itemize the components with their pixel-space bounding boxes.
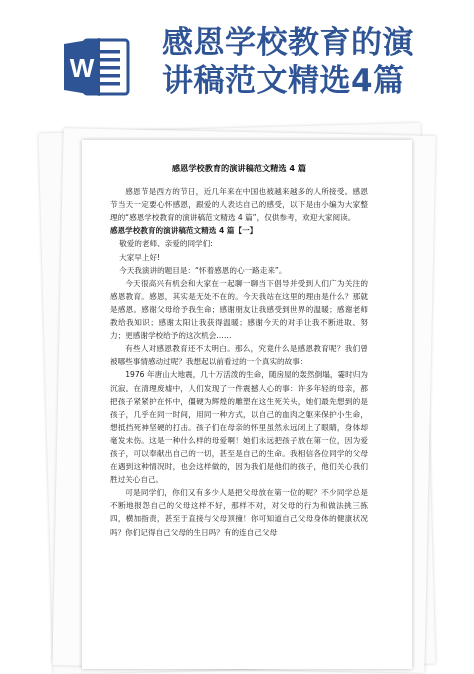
speech-topic: 今天我演讲的题目是：“怀着感恩的心一路走来”。 [119, 265, 287, 275]
document-title: 感恩学校教育的演讲稿范文精选 4 篇 [171, 163, 307, 173]
page-title [162, 24, 462, 100]
section-heading: 感恩学校教育的演讲稿范文精选 4 篇【一】 [110, 226, 258, 236]
salutation: 敬爱的老师、亲爱的同学们: [119, 239, 213, 249]
word-icon-letter: W [69, 53, 95, 83]
document-body [110, 162, 368, 539]
document-page [82, 140, 412, 669]
page-title-line-1: 感恩学校教育的演 [162, 25, 414, 61]
page-header [0, 0, 474, 118]
word-document-icon [62, 34, 134, 100]
intro-paragraph: 感恩节是西方的节日，近几年来在中国也被越来越多的人所接受。感恩节当天一定要心怀感恩，跟爱的人表达自己的感受，以下是由小编为大家整理的“感恩学校教育的演讲稿范文精选 4 篇”，仅供参考，欢迎大家阅读。 [110, 187, 368, 223]
greeting: 大家早上好! [119, 252, 161, 262]
body-paragraph: 今天很高兴有机会和大家在一起聊一聊当下倡导并受到人们广为关注的感恩教育。感恩，其实是无处不在的。今天我站在这里的理由是什么？那就是感恩。感谢父母给予我生命；感谢朋友让我感受到世界的温暖；感谢老师教给我知识；感谢太阳让我获得温暖；感谢今天的对手让我不断进取、努力；更感谢学校给予的这次机会…… [110, 278, 368, 341]
body-paragraph: 有些人对感恩教育还不太明白。那么，究竟什么是感恩教育呢？我们曾被哪些事情感动过呢？我想起以前看过的一个真实的故事： [110, 344, 368, 367]
body-paragraph: 可是同学们，你们又有多少人是把父母放在第一位的呢？不少同学总是不断地报怨自己的父母这样不好，那样不对，对父母的行为和做法挑三拣四，横加指责，甚至于直接与父母顶撞！你可知道自己父母身体的健康状况吗？你们记得自己父母的生日吗？有的连自己父母 [110, 488, 368, 537]
page-title-line-2: 讲稿范文精选4篇 [162, 63, 405, 99]
body-paragraph: 1976 年唐山大地震，几十万活泼的生命，随房屋的轰然倒塌，霎时归为沉寂。在清理废墟中，人们发现了一件震撼人心的事：许多年轻的母亲，都把孩子紧紧护在怀中，僵硬为辉煌的雕塑在这生死关头，她们最先想到的是孩子，几乎在同一时间，用同一种方式，以自己的血肉之躯来保护小生命，想抵挡死神坚硬的打击。孩子们在母亲的怀里虽然永远闭上了眼睛，身体却毫发未伤。这是一种什么样的母爱啊！她们永远把孩子放在第一位，因为爱孩子，可以奉献出自己的一切，甚至是自己的生命。我相信各位同学的父母在遇到这种情况时，也会这样做的，因为我们是他们的孩子，他们关心我们胜过关心自己。 [110, 370, 368, 485]
